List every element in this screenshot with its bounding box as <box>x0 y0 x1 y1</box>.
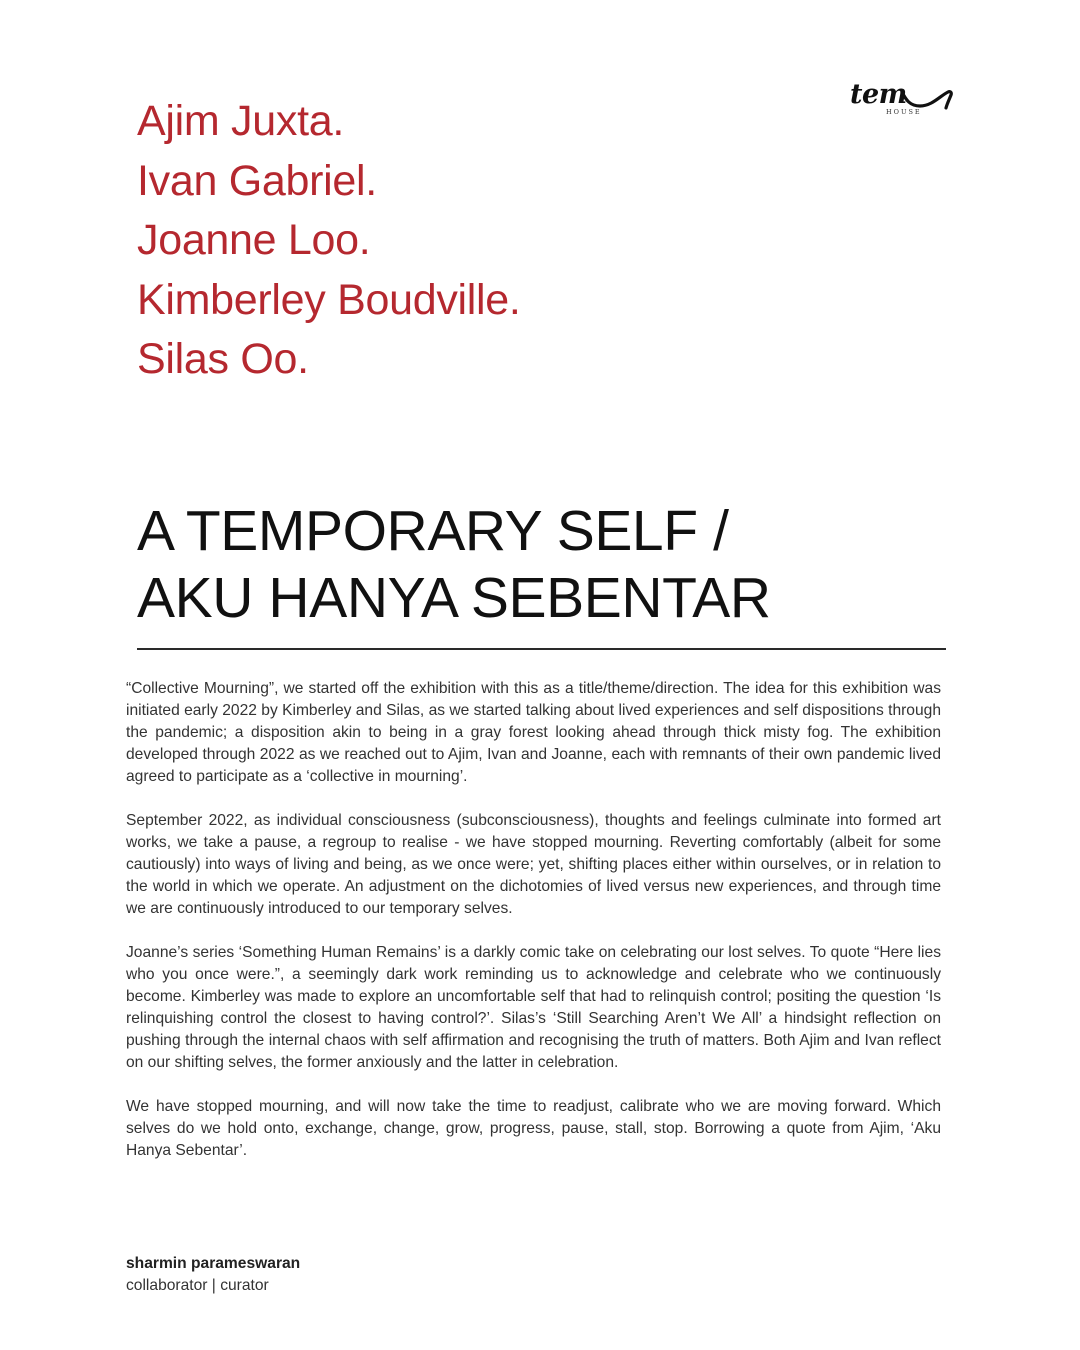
title-line-1: A TEMPORARY SELF / <box>137 499 729 563</box>
statement-paragraph: “Collective Mourning”, we started off the exhibition with this as a title/theme/direction. The idea for this exhibition was initiated early 2022 by Kimberley and Silas, as we started talking about lived experiences and self dispositions through the pandemic; a disposition akin to being in a gray forest looking ahead through thick misty fog. The exhibition developed through 2022 as we reached out to Ajim, Ivan and Joanne, each with remnants of their own pandemic lived agreed to participate as a ‘collective in mourning’. <box>126 680 941 785</box>
artist-name: Silas Oo. <box>137 335 309 383</box>
artist-name: Ajim Juxta. <box>137 97 344 145</box>
logo-wordmark: tem <box>850 79 907 110</box>
tem-house-logo <box>846 80 958 122</box>
statement-paragraph: Joanne’s series ‘Something Human Remains’ is a darkly comic take on celebrating our lost selves. To quote “Here lies who you once were.”, a seemingly dark work reminding us to acknowledge and celebrate who we continuously become. Kimberley was made to explore an uncomfortable self that had to relinquish control; positing the question ‘Is relinquishing control the closest to having control?’. Silas’s ‘Still Searching Aren’t We All’ a hindsight reflection on pushing through the internal chaos with self affirmation and recognising the truth of matters. Both Ajim and Ivan reflect on our shifting selves, the former anxiously and the latter in celebration. <box>126 944 941 1071</box>
statement-paragraph: We have stopped mourning, and will now take the time to readjust, calibrate who we are moving forward. Which selves do we hold onto, exchange, change, grow, progress, pause, stall, stop. Borrowing a quote from Ajim, ‘Aku Hanya Sebentar’. <box>126 1098 941 1159</box>
title-line-2: AKU HANYA SEBENTAR <box>137 566 771 630</box>
exhibition-title <box>137 498 771 632</box>
artist-name: Ivan Gabriel. <box>137 156 377 205</box>
author-role: collaborator | curator <box>126 1277 269 1294</box>
artist-name: Joanne Loo. <box>137 216 371 264</box>
divider <box>137 648 946 650</box>
artist-list <box>137 92 521 390</box>
author-name: sharmin parameswaran <box>126 1255 301 1272</box>
artist-name: Kimberley Boudville. <box>137 275 521 324</box>
curatorial-statement <box>126 678 941 1184</box>
signature-block <box>126 1253 300 1297</box>
logo-subtitle: HOUSE <box>886 108 922 116</box>
statement-paragraph: September 2022, as individual consciousness (subconsciousness), thoughts and feelings culminate into formed art works, we take a pause, a regroup to realise - we have stopped mourning. Reverting comfortably (albeit for some cautiously) into ways of living and being, as we once were; yet, shifting places either within ourselves, or in relation to the world in which we operate. An adjustment on the dichotomies of lived versus new experiences, and through time we are continuously introduced to our temporary selves. <box>126 812 941 917</box>
